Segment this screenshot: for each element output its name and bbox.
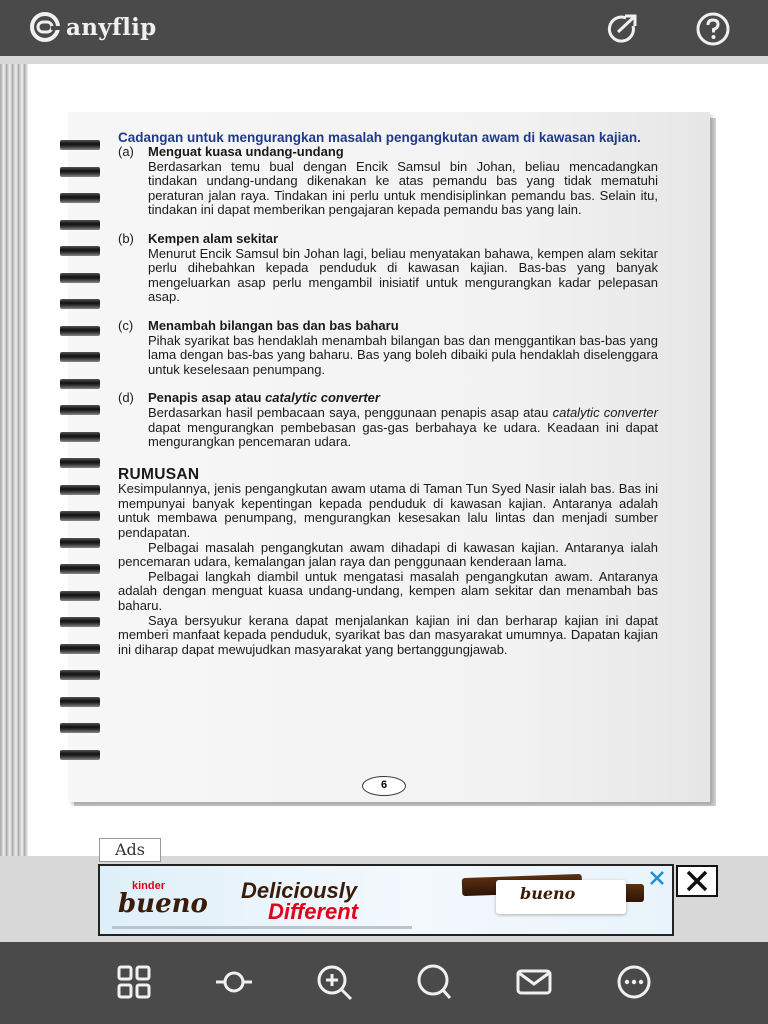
spiral-ring [60,246,100,256]
autoflip-icon [214,962,254,1002]
section-title-italic: catalytic converter [265,390,380,406]
section-body: Menurut Encik Samsul bin Johan lagi, beliau menyatakan bahawa, kempen alam sekitar perlu dihebahkan kepada penduduk di kawasan kajian. Bas-bas yang banyak mengeluarkan asap perlu mengambil inisiatif untuk mengurangkan kadar pelepasan asap. [148,245,658,305]
bottom-toolbar [0,942,768,1024]
more-options-button[interactable] [614,962,654,1002]
email-button[interactable] [514,962,554,1002]
spiral-ring [60,591,100,601]
ad-brand: bueno [118,889,208,919]
thumbnails-grid-icon [114,962,154,1002]
email-icon [514,962,554,1002]
spiral-ring [60,220,100,230]
pack-text: bueno [520,884,576,903]
spiral-ring [60,167,100,177]
summary-paragraph: Saya bersyukur kerana dapat menjalankan kajian ini dan berharap kajian ini dapat memberi manfaat kepada penduduk, syarikat bas dan masyarakat umumnya. Dapatan kajian ini diharap dapat mewujudkan masyarakat yang bertanggungjawab. [118,612,658,657]
close-icon [678,867,716,895]
search-icon [414,962,454,1002]
spiral-ring [60,432,100,442]
more-options-icon [614,962,654,1002]
summary-paragraph: Pelbagai masalah pengangkutan awam dihadapi di kawasan kajian. Antaranya ialah pencemaran udara, kemalangan jalan raya dan penggunaan kenderaan lama. [118,539,658,570]
summary-title: RUMUSAN [118,465,200,483]
section-letter: (c) [118,317,134,333]
spiral-ring [60,511,100,521]
spiral-ring [60,617,100,627]
ad-banner[interactable] [98,864,674,936]
section-title: Kempen alam sekitar [148,230,279,246]
ad-brand-small: kinder [132,880,166,892]
section-b [118,232,658,305]
spiral-ring [60,299,100,309]
product-pack-image [496,880,626,914]
anyflip-logo[interactable] [28,11,157,43]
spiral-ring [60,379,100,389]
section-c [118,319,658,377]
zoom-in-icon [314,962,354,1002]
spiral-ring [60,644,100,654]
section-title: Menguat kuasa undang-undang [148,144,344,159]
ad-slogan [240,880,358,922]
spiral-ring [60,697,100,707]
section-letter: (a) [118,144,134,159]
page-number: 6 [362,776,406,796]
autoflip-button[interactable] [214,962,254,1002]
spiral-ring [60,564,100,574]
spiral-ring [60,405,100,415]
section-letter: (b) [118,230,134,246]
spiral-ring [60,458,100,468]
ad-fine-print [112,926,412,929]
section-body: Pihak syarikat bas hendaklah menambah bilangan bas dan menggantikan bas-bas yang lama dengan bas-bas yang baharu. Bas yang boleh dibaiki pula hendaklah diselenggara untuk keselesaan penumpang. [148,332,658,377]
ad-slogan-line1: Deliciously [240,878,358,903]
thumbnails-button[interactable] [114,962,154,1002]
share-arrow-icon [604,10,642,48]
page-content [118,130,658,657]
ad-info-icon[interactable] [646,868,668,888]
section-d [118,391,658,449]
section-title: Penapis asap atau catalytic converter [148,390,380,406]
spiral-ring [60,326,100,336]
body-italic: catalytic converter [552,404,658,420]
summary-paragraph: Pelbagai langkah diambil untuk mengatasi masalah pengangkutan awam. Antaranya adalah dengan menguat kuasa undang-undang, kempen alam sekitar dan menambah bas baharu. [118,568,658,614]
anyflip-logo-icon [28,11,62,43]
section-body: Berdasarkan hasil pembacaan saya, penggunaan penapis asap atau catalytic converter dapat mengurangkan pembebasan gas-gas berbahaya ke udara. Keadaan ini dapat mengurangkan pencemaran udara. [148,404,658,450]
spiral-ring [60,273,100,283]
section-a [118,145,658,218]
ads-label: Ads [99,838,161,862]
logo-text: anyflip [66,13,157,41]
spiral-binding [60,140,102,770]
spiral-ring [60,538,100,548]
top-bar [0,0,768,56]
zoom-in-button[interactable] [314,962,354,1002]
help-button[interactable] [694,10,732,48]
page-stack-edge [0,64,28,856]
spiral-ring [60,750,100,760]
spiral-ring [60,352,100,362]
question-circle-icon [694,10,732,48]
section-title: Menambah bilangan bas dan bas baharu [148,317,399,333]
summary-paragraph: Kesimpulannya, jenis pengangkutan awam utama di Taman Tun Syed Nasir ialah bas. Bas ini mempunyai banyak kepentingan kepada penduduk di kawasan kajian. Antaranya adalah untuk membawa penumpang, mengurangkan kesesakan lalu lintas dan menjadi sumber pendapatan. [118,481,658,541]
ad-brand-logo [118,880,208,919]
section-body: Berdasarkan temu bual dengan Encik Samsul bin Johan, beliau mencadangkan tindakan undang-undang dikenakan ke atas pemandu bas yang tidak mematuhi peraturan jalan raya. Tindakan ini perlu untuk mendisiplinkan pemandu bas. Selain itu, tindakan ini dapat memberikan pengajaran kepada pemandu bas yang lain. [148,158,658,218]
ad-close-button[interactable] [676,865,718,897]
spiral-ring [60,193,100,203]
spiral-ring [60,723,100,733]
spiral-ring [60,140,100,150]
page-heading: Cadangan untuk mengurangkan masalah pengangkutan awam di kawasan kajian. [118,130,641,145]
ad-slogan-line2: Different [268,899,359,924]
share-button[interactable] [604,10,642,48]
search-button[interactable] [414,962,454,1002]
section-letter: (d) [118,390,134,406]
spiral-ring [60,670,100,680]
spiral-ring [60,485,100,495]
